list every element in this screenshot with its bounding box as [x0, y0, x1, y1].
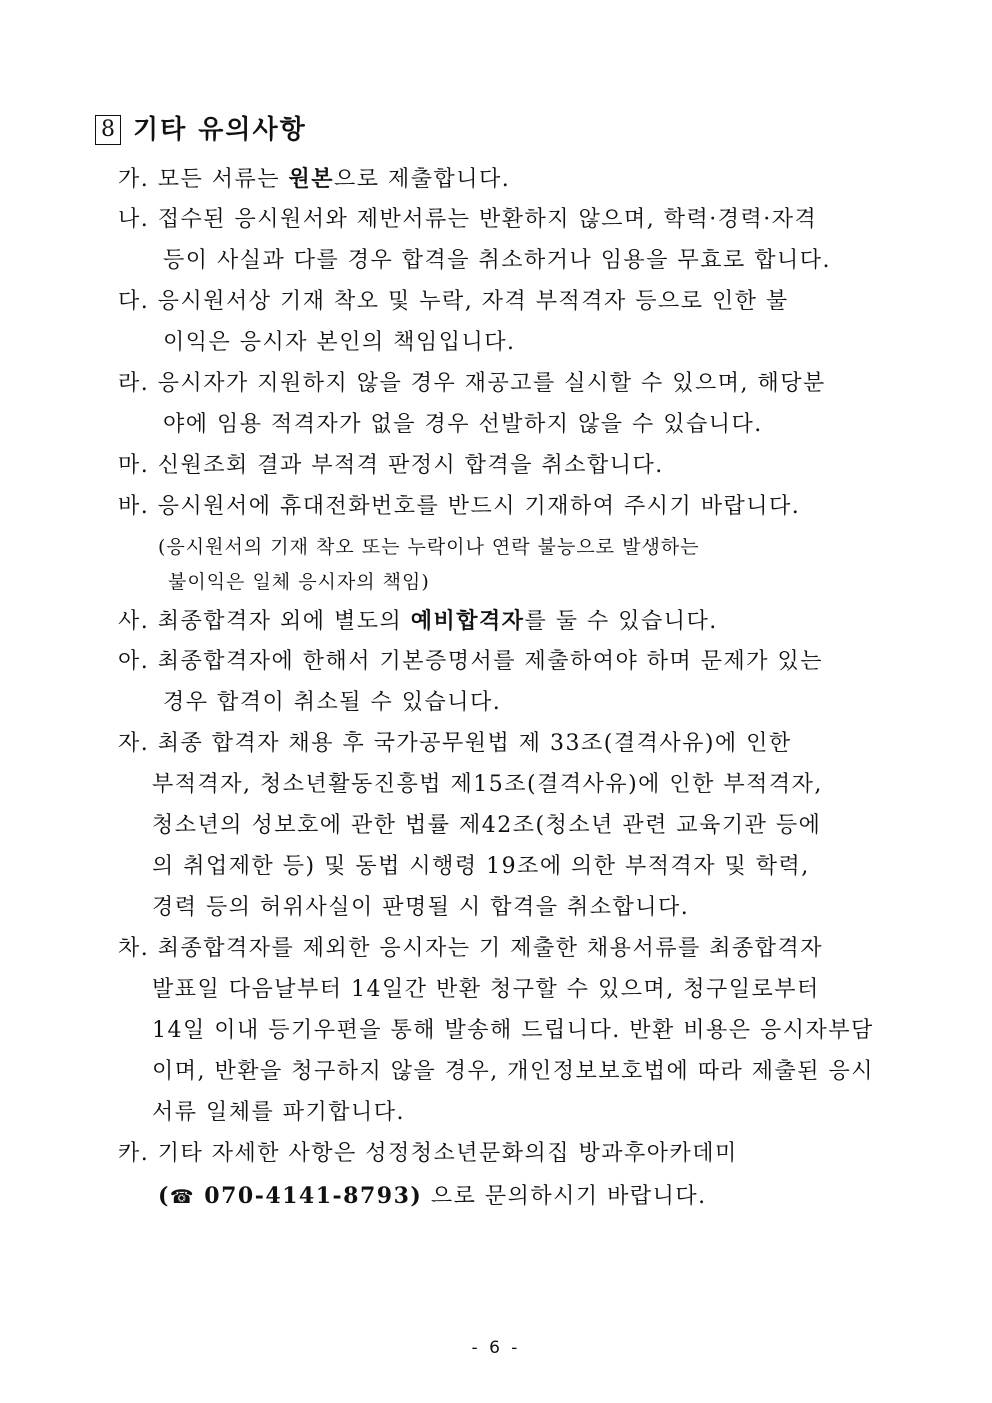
item-da-line1: 다. 응시원서상 기재 착오 및 누락, 자격 부적격자 등으로 인한 불: [118, 289, 789, 314]
item-cha-line1: 차. 최종합격자를 제외한 응시자는 기 제출한 채용서류를 최종합격자: [118, 936, 824, 961]
section-number-box: 8: [95, 115, 121, 145]
section-title: 기타 유의사항: [133, 115, 307, 145]
item-sa: 사. 최종합격자 외에 별도의 예비합격자를 둘 수 있습니다.: [118, 608, 718, 634]
item-ma: 마. 신원조회 결과 부적격 판정시 합격을 취소합니다.: [118, 453, 664, 478]
item-marker: 다.: [118, 289, 150, 314]
item-na-line2: 등이 사실과 다를 경우 합격을 취소하거나 임용을 무효로 합니다.: [163, 248, 831, 273]
item-ra-line2: 야에 임용 적격자가 없을 경우 선발하지 않을 수 있습니다.: [163, 412, 763, 437]
item-marker: 사.: [118, 609, 150, 634]
item-ja-line3: 청소년의 성보호에 관한 법률 제42조(청소년 관련 교육기관 등에: [152, 813, 822, 838]
item-ba-line1: 바. 응시원서에 휴대전화번호를 반드시 기재하여 주시기 바랍니다.: [118, 494, 801, 519]
item-ja-line2: 부적격자, 청소년활동진흥법 제15조(결격사유)에 인한 부적격자,: [152, 772, 823, 797]
item-marker: 차.: [118, 936, 150, 961]
item-ka-line1: 카. 기타 자세한 사항은 성정청소년문화의집 방과후아카데미: [118, 1141, 738, 1166]
item-marker: 나.: [118, 207, 150, 232]
item-na-line1: 나. 접수된 응시원서와 제반서류는 반환하지 않으며, 학력·경력·자격: [118, 207, 818, 232]
item-marker: 마.: [118, 453, 150, 478]
item-cha-line5: 서류 일체를 파기합니다.: [152, 1100, 406, 1125]
item-ja-line1: 자. 최종 합격자 채용 후 국가공무원법 제 33조(결격사유)에 인한: [118, 731, 792, 756]
section-heading: [95, 112, 307, 148]
page-number: - 6 -: [471, 1338, 521, 1358]
item-a-line1: 아. 최종합격자에 한해서 기본증명서를 제출하여야 하며 문제가 있는: [118, 649, 824, 674]
item-marker: 가.: [118, 167, 150, 192]
item-ja-line5: 경력 등의 허위사실이 판명될 시 합격을 취소합니다.: [152, 895, 690, 920]
item-cha-line3: 14일 이내 등기우편을 통해 발송해 드립니다. 반환 비용은 응시자부담: [152, 1018, 874, 1043]
emphasis-reserve: 예비합격자: [410, 608, 525, 634]
emphasis-original: 원본: [288, 166, 335, 192]
item-ja-line4: 의 취업제한 등) 및 동법 시행령 19조에 의한 부적격자 및 학력,: [152, 854, 810, 879]
item-cha-line2: 발표일 다음날부터 14일간 반환 청구할 수 있으며, 청구일로부터: [152, 977, 820, 1002]
item-a-line2: 경우 합격이 취소될 수 있습니다.: [163, 690, 502, 715]
item-ka-line2: (☎ 070-4141-8793) 으로 문의하시기 바랍니다.: [158, 1183, 707, 1209]
contact-phone: 070-4141-8793: [204, 1183, 411, 1209]
item-ba-note2: 불이익은 일체 응시자의 책임): [168, 571, 430, 593]
item-marker: 바.: [118, 494, 150, 519]
item-da-line2: 이익은 응시자 본인의 책임입니다.: [163, 330, 516, 355]
item-marker: 아.: [118, 649, 150, 674]
phone-icon: ☎: [169, 1186, 196, 1208]
item-cha-line4: 이며, 반환을 청구하지 않을 경우, 개인정보보호법에 따라 제출된 응시: [152, 1059, 874, 1084]
item-marker: 카.: [118, 1141, 150, 1166]
item-marker: 라.: [118, 371, 150, 396]
item-ga: 가. 모든 서류는 원본으로 제출합니다.: [118, 166, 511, 192]
item-ba-note1: (응시원서의 기재 착오 또는 누락이나 연락 불능으로 발생하는: [158, 536, 700, 558]
item-ra-line1: 라. 응시자가 지원하지 않을 경우 재공고를 실시할 수 있으며, 해당분: [118, 371, 826, 396]
item-marker: 자.: [118, 731, 150, 756]
